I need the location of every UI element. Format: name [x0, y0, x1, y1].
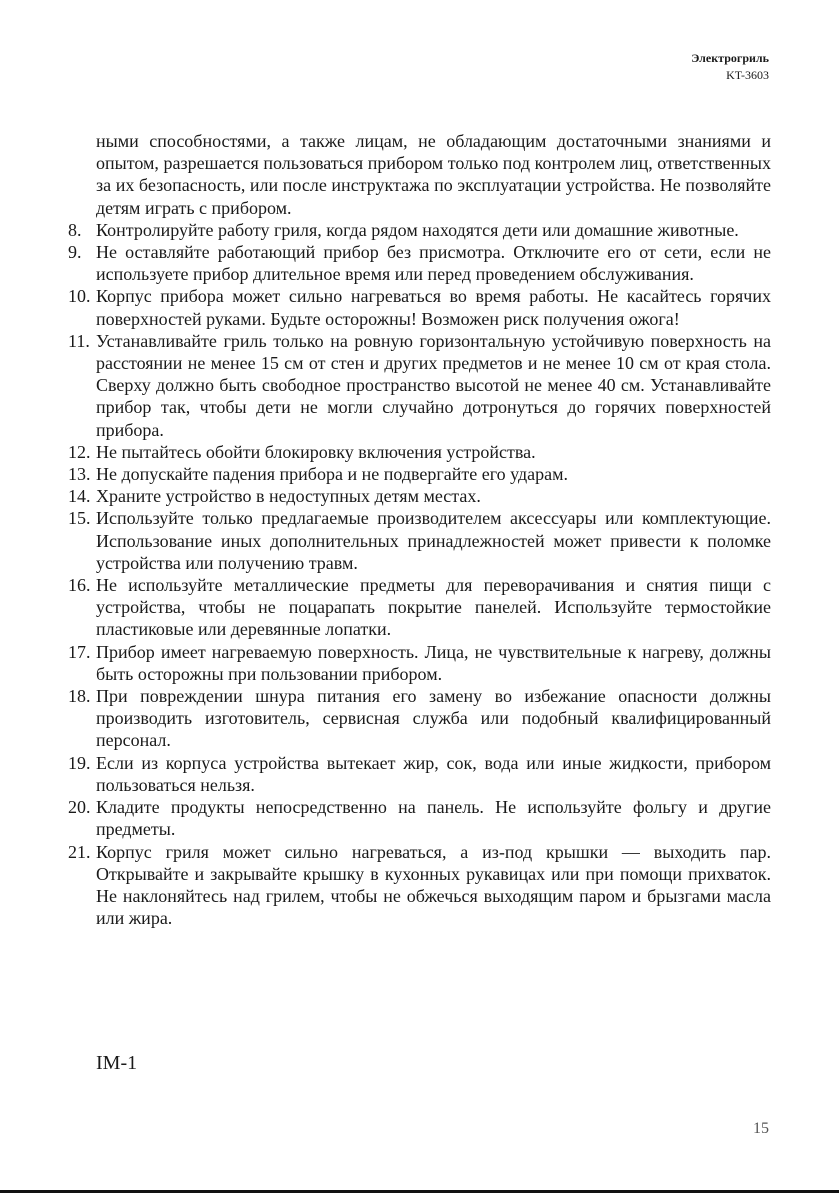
item-text: Если из корпуса устройства вытекает жир, сок, вода или иные жидкости, прибором пользоваться нельзя. [96, 752, 771, 795]
list-item [68, 574, 771, 641]
list-item [68, 330, 771, 441]
list-item [68, 285, 771, 329]
document-code: IM-1 [96, 1052, 138, 1074]
item-text: Корпус гриля может сильно нагреваться, а из-под крышки — выходить пар. Открывайте и закрывайте крышку в кухонных рукавицах или при помощи прихваток. Не наклоняйтесь над грилем, чтобы не обжечься выходящим паром и брызгами масла или жира. [96, 841, 771, 929]
list-item [68, 641, 771, 685]
item-text: Устанавливайте гриль только на ровную горизонтальную устойчивую поверхность на расстоянии не менее 15 см от стен и других предметов и не менее 10 см от края стола. Сверху должно быть свободное пространство высотой не менее 40 см. Устанавливайте прибор так, чтобы дети не могли случайно дотронуться до горячих поверхностей прибора. [96, 330, 771, 440]
item-number: 20. [68, 797, 91, 818]
list-item [68, 507, 771, 574]
item-number: 8. [68, 219, 82, 240]
item-number: 15. [68, 508, 91, 529]
item-number: 10. [68, 286, 91, 307]
page-header [691, 50, 769, 84]
item-text: Храните устройство в недоступных детям местах. [96, 486, 481, 507]
product-name: Электрогриль [691, 51, 769, 65]
instruction-list [68, 219, 771, 930]
item-number: 18. [68, 686, 91, 707]
list-item [68, 796, 771, 840]
item-number: 11. [68, 330, 90, 351]
model-number: KT-3603 [726, 68, 769, 82]
list-item [68, 441, 771, 463]
list-item [68, 485, 771, 507]
item-number: 21. [68, 841, 91, 862]
item-text: Не пытайтесь обойти блокировку включения устройства. [96, 441, 536, 462]
item-text: Используйте только предлагаемые производителем аксессуары или комплектующие. Использование иных дополнительных принадлежностей может привести к поломке устройства или получению травм. [96, 508, 771, 573]
intro-paragraph: ными способностями, а также лицам, не обладающим достаточными знаниями и опытом, разрешается пользоваться прибором только под контролем лиц, ответственных за их безопасность, или после инструктажа по эксплуатации устройства. Не позволяйте детям играть с прибором. [96, 131, 771, 218]
item-text: Кладите продукты непосредственно на панель. Не используйте фольгу и другие предметы. [96, 797, 771, 840]
item-number: 17. [68, 641, 91, 662]
list-item [68, 752, 771, 796]
item-text: Не используйте металлические предметы для переворачивания и снятия пищи с устройства, чтобы не поцарапать покрытие панелей. Используйте термостойкие пластиковые или деревянные лопатки. [96, 575, 771, 640]
page-number: 15 [753, 1120, 769, 1137]
item-text: При повреждении шнура питания его замену во избежание опасности должны производить изготовитель, сервисная служба или подобный квалифицированный персонал. [96, 686, 771, 751]
item-number: 14. [68, 486, 91, 507]
item-text: Контролируйте работу гриля, когда рядом находятся дети или домашние животные. [96, 219, 739, 240]
item-text: Не допускайте падения прибора и не подвергайте его ударам. [96, 464, 569, 485]
list-item [68, 463, 771, 485]
list-item [68, 685, 771, 752]
item-number: 12. [68, 441, 91, 462]
safety-instructions [68, 130, 771, 929]
list-item [68, 241, 771, 285]
item-number: 16. [68, 575, 91, 596]
item-text: Корпус прибора может сильно нагреваться во время работы. Не касайтесь горячих поверхностей руками. Будьте осторожны! Возможен риск получения ожога! [96, 286, 771, 329]
item-number: 9. [68, 242, 82, 263]
item-number: 19. [68, 752, 91, 773]
item-text: Не оставляйте работающий прибор без присмотра. Отключите его от сети, если не используете прибор длительное время или перед проведением обслуживания. [96, 242, 771, 285]
list-item [68, 841, 771, 930]
item-text: Прибор имеет нагреваемую поверхность. Лица, не чувствительные к нагреву, должны быть осторожны при пользовании прибором. [96, 641, 771, 684]
list-item [68, 219, 771, 241]
item-number: 13. [68, 464, 91, 485]
